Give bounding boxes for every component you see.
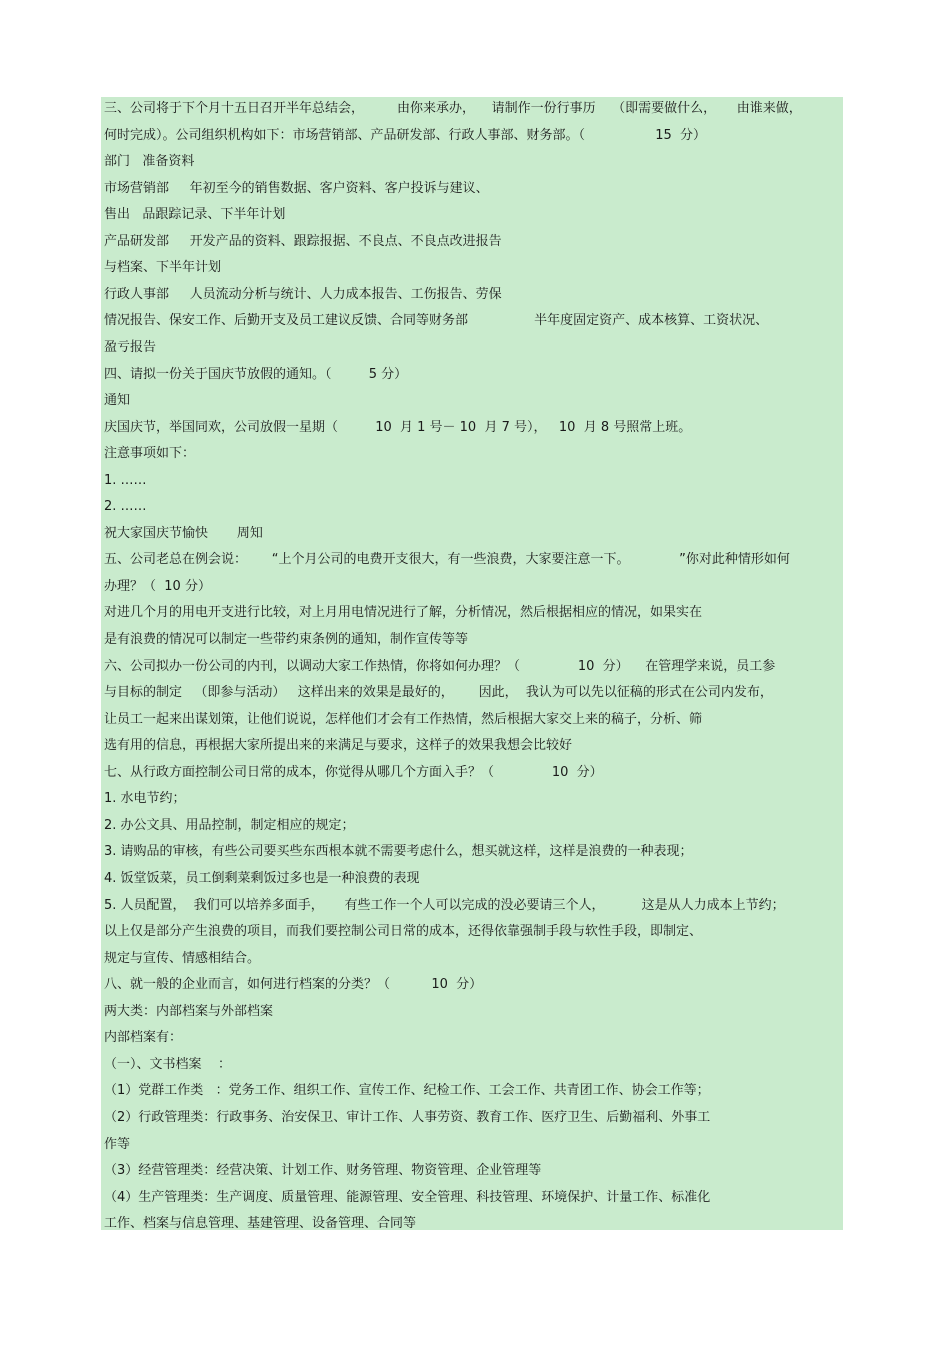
text-line: 注意事项如下： — [104, 446, 196, 462]
text-line: 办理？（ 10 分） — [104, 578, 211, 594]
text-line: 选有用的信息，再根据大家所提出来的来满足与要求，这样子的效果我想会比较好 — [104, 738, 573, 754]
text-line: 作等 — [104, 1136, 131, 1152]
text-line: 三、公司将于下个月十五日召开半年总结会， 由你来承办， 请制作一份行事历 （即需要做什么， 由谁来做， — [104, 101, 802, 116]
text-line: 五、公司老总在例会说： “上个月公司的电费开支很大，有一些浪费，大家要注意一下。 ”你对此种情形如何 — [104, 552, 790, 568]
text-line: 让员工一起来出谋划策，让他们说说，怎样他们才会有工作热情，然后根据大家交上来的稿子，分析、筛 — [104, 711, 703, 727]
text-line: 六、公司拟办一份公司的内刊，以调动大家工作热情，你将如何办理？（ 10 分） 在管理学来说，员工参 — [104, 658, 776, 674]
text-line: 四、请拟一份关于国庆节放假的通知。（ 5 分） — [104, 366, 408, 382]
text-line: 规定与宣传、情感相结合。 — [104, 950, 261, 966]
text-line: 是有浪费的情况可以制定一些带约束条例的通知，制作宣传等等 — [104, 632, 469, 647]
text-line: 对进几个月的用电开支进行比较，对上月用电情况进行了解，分析情况，然后根据相应的情况，如果实在 — [104, 605, 703, 621]
text-line: 何时完成）。公司组织机构如下：市场营销部、产品研发部、行政人事部、财务部。（ 15 分） — [104, 127, 707, 143]
text-line: 以上仅是部分产生浪费的项目，而我们要控制公司日常的成本，还得依靠强制手段与软性手段，即制定、 — [104, 924, 703, 940]
document-page — [101, 97, 843, 1230]
text-line: 5. 人员配置， 我们可以培养多面手， 有些工作一个人可以完成的没必要请三个人， 这是从人力成本上节约； — [104, 897, 785, 913]
text-line: 通知 — [104, 393, 131, 409]
text-line: 庆国庆节，举国同欢，公司放假一星期（ 10 月 1 号－ 10 月 7 号）， 10 月 8 号照常上班。 — [104, 419, 692, 435]
text-line: （2）行政管理类：行政事务、治安保卫、审计工作、人事劳资、教育工作、医疗卫生、后勤福利、外事工 — [104, 1109, 711, 1125]
text-line: 与档案、下半年计划 — [104, 260, 222, 276]
text-line: 部门 准备资料 — [104, 154, 195, 170]
text-line: 售出 品跟踪记录、下半年计划 — [104, 207, 286, 223]
text-line: 八、就一般的企业而言，如何进行档案的分类？（ 10 分） — [104, 977, 483, 993]
text-line: 行政人事部 人员流动分析与统计、人力成本报告、工伤报告、劳保 — [104, 286, 502, 302]
text-line: （一）、文书档案 ： — [104, 1056, 232, 1072]
text-line: 1. 水电节约； — [104, 791, 186, 807]
text-line: 3. 请购品的审核，有些公司要买些东西根本就不需要考虑什么，想买就这样，这样是浪费的一种表现； — [104, 844, 693, 860]
text-line: 2. …… — [104, 499, 147, 515]
text-line: 4. 饭堂饭菜，员工倒剩菜剩饭过多也是一种浪费的表现 — [104, 871, 420, 886]
text-line: 祝大家国庆节愉快 周知 — [104, 525, 263, 541]
text-line: 七、从行政方面控制公司日常的成本，你觉得从哪几个方面入手？（ 10 分） — [104, 764, 603, 780]
text-line: 1. …… — [104, 472, 147, 488]
text-line: 情况报告、保安工作、后勤开支及员工建议反馈、合同等财务部 半年度固定资产、成本核算、工资状况、 — [104, 313, 769, 329]
text-line: 与目标的制定 （即参与活动） 这样出来的效果是最好的， 因此， 我认为可以先以征稿的形式在公司内发布， — [104, 685, 773, 701]
text-line: 两大类：内部档案与外部档案 — [104, 1003, 274, 1019]
text-line: 市场营销部 年初至今的销售数据、客户资料、客户投诉与建议、 — [104, 180, 489, 196]
text-line: 内部档案有： — [104, 1030, 183, 1046]
text-line: 2. 办公文具、用品控制，制定相应的规定； — [104, 817, 355, 833]
text-line: （3）经营管理类：经营决策、计划工作、财务管理、物资管理、企业管理等 — [104, 1163, 542, 1178]
text-line: 产品研发部 开发产品的资料、跟踪报据、不良点、不良点改进报告 — [104, 233, 502, 249]
text-line: 盈亏报告 — [104, 340, 157, 355]
text-line: 工作、档案与信息管理、基建管理、设备管理、合同等 — [104, 1216, 417, 1232]
text-line: （1）党群工作类 ：党务工作、组织工作、宣传工作、纪检工作、工会工作、共青团工作、协会工作等； — [104, 1083, 710, 1099]
text-line: （4）生产管理类：生产调度、质量管理、能源管理、安全管理、科技管理、环境保护、计量工作、标准化 — [104, 1189, 711, 1205]
